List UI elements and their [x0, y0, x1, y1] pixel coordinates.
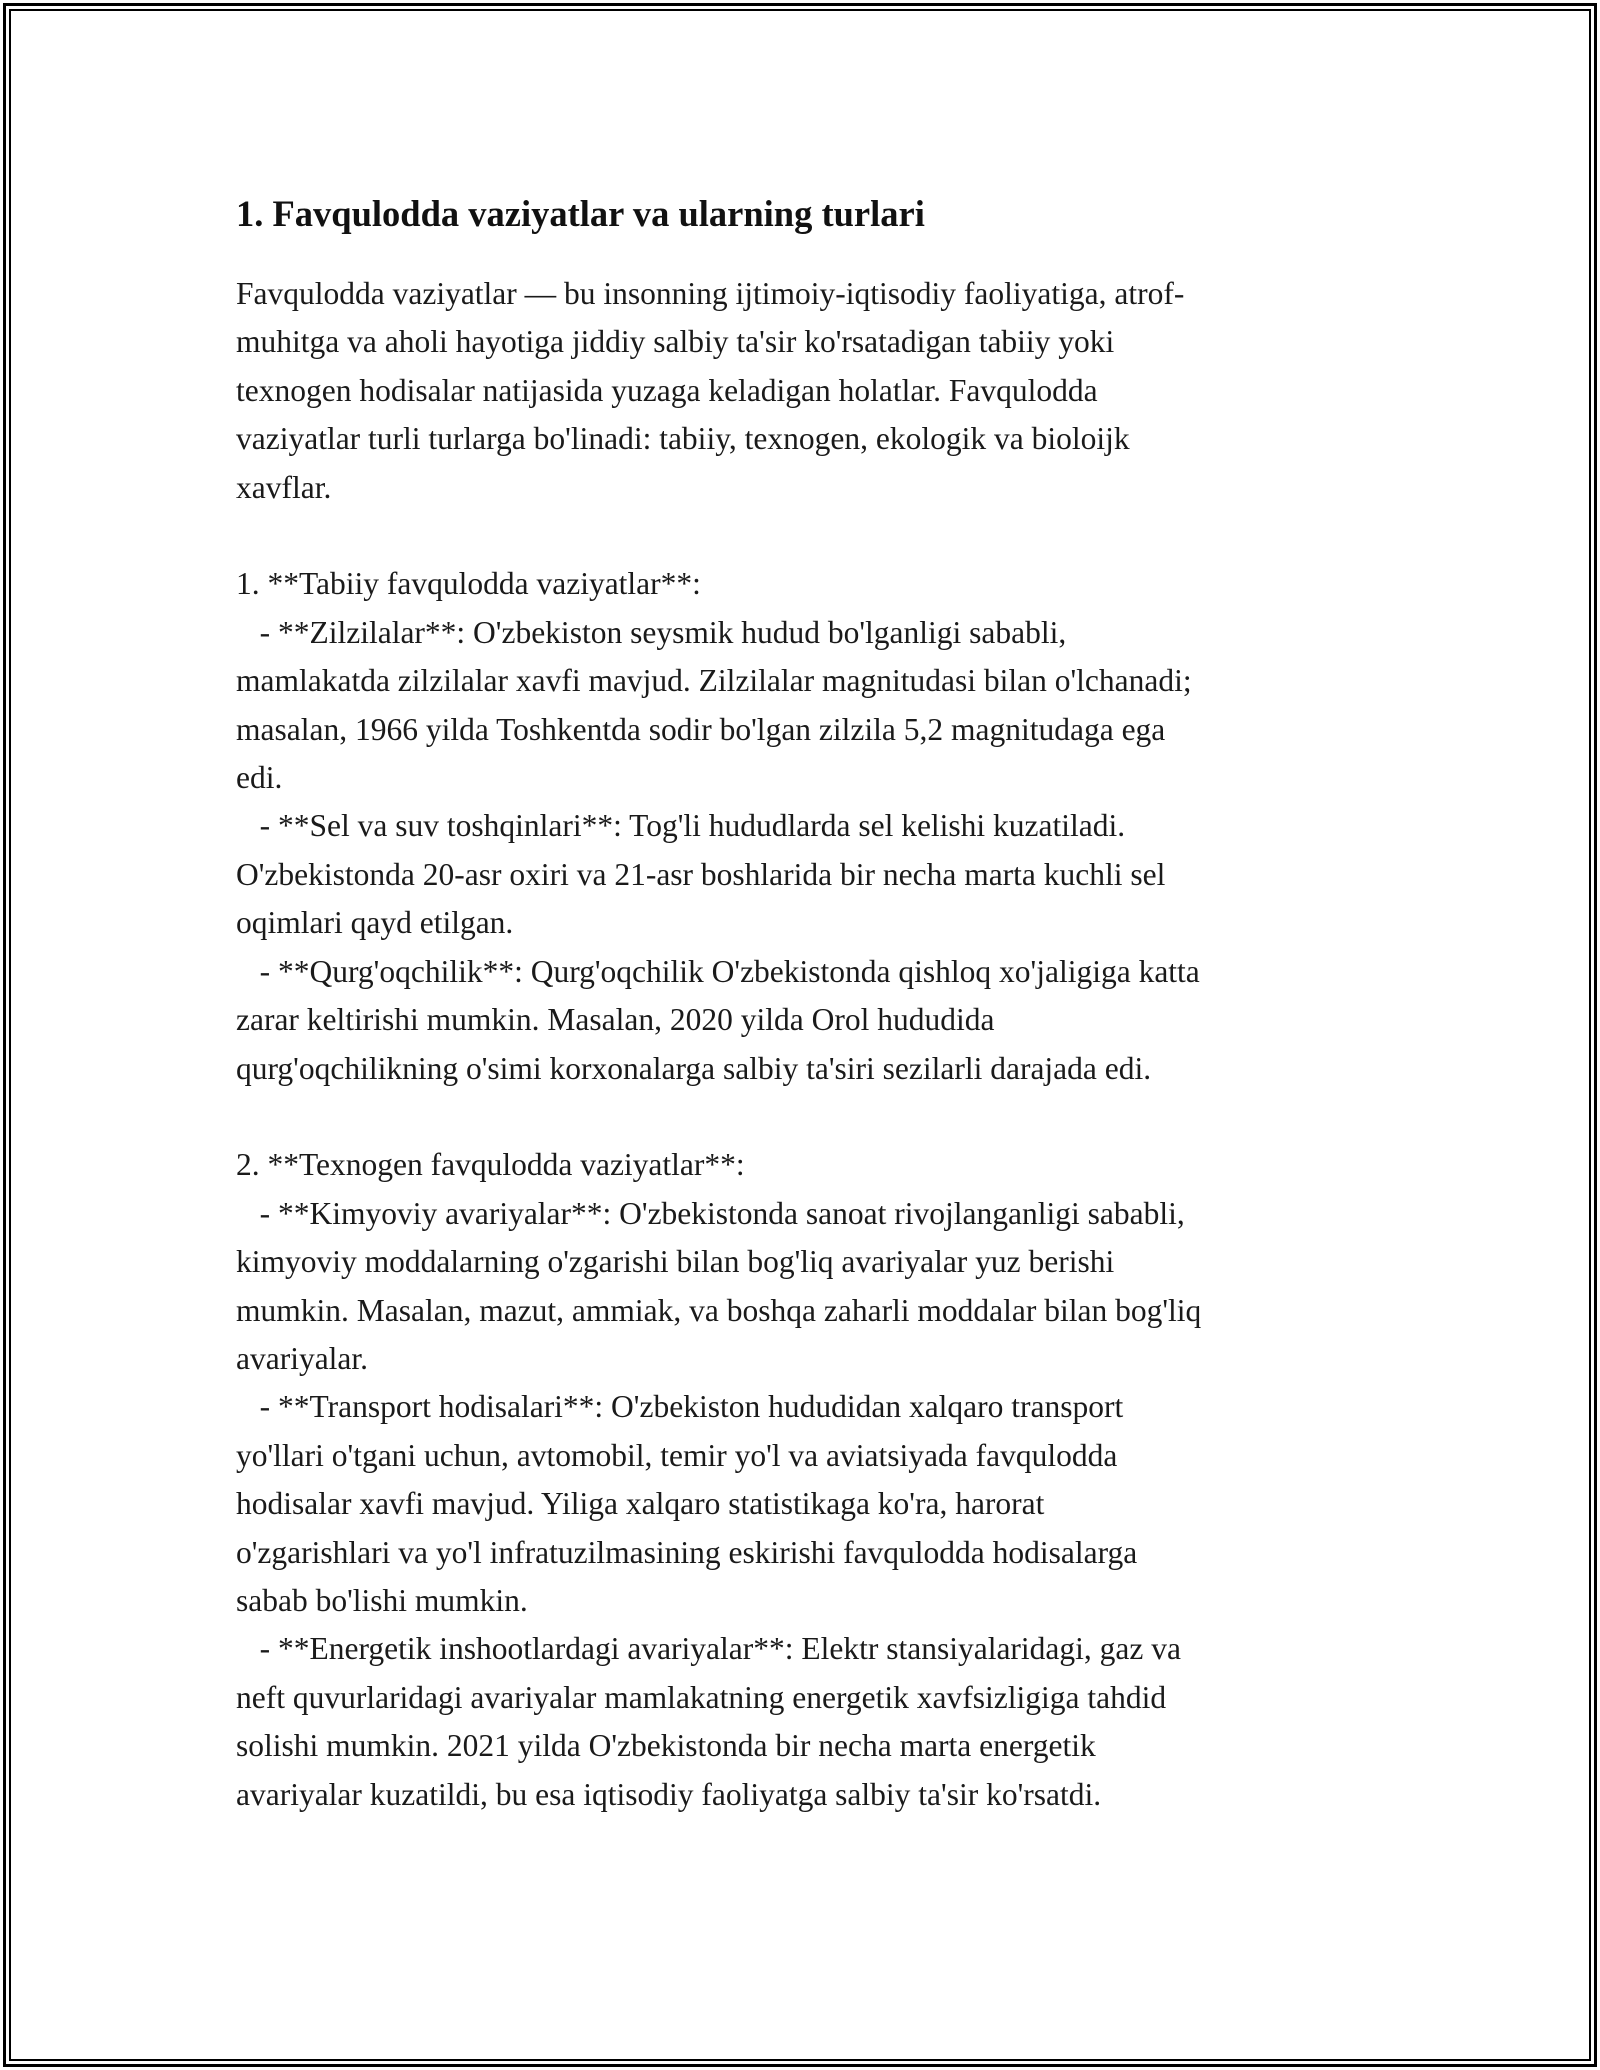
document-body: Favqulodda vaziyatlar — bu insonning ijtimoiy-iqtisodiy faoliyatiga, atrof- muhitga va aholi hayotiga jiddiy salbiy ta'sir ko'rsatadigan tabiiy yoki texnogen hodisalar natijasida yuzaga keladigan holatlar. Favqulodda vaziyatlar turli turlarga bo'linadi: tabiiy, texnogen, ekologik va bioloijk xavflar. 1. **Tabiiy favqulodda vaziyatlar**: - **Zilzilalar**: O'zbekiston seysmik hudud bo'lganligi sababli, mamlakatda zilzilalar xavfi mavjud. Zilzilalar magnitudasi bilan o'lchanadi; masalan, 1966 yilda Toshkentda sodir bo'lgan zilzila 5,2 magnitudaga ega edi. - **Sel va suv toshqinlari**: Tog'li hududlarda sel kelishi kuzatiladi. O'zbekistonda 20-asr oxiri va 21-asr boshlarida bir necha marta kuchli sel oqimlari qayd etilgan. - **Qurg'oqchilik**: Qurg'oqchilik O'zbekistonda qishloq xo'jaligiga katta zarar keltirishi mumkin. Masalan, 2020 yilda Orol hududida qurg'oqchilikning o'simi korxonalarga salbiy ta'siri sezilarli darajada edi. 2. **Texnogen favqulodda vaziyatlar**: - **Kimyoviy avariyalar**: O'zbekistonda sanoat rivojlanganligi sababli, kimyoviy moddalarning o'zgarishi bilan bog'liq avariyalar yuz berishi mumkin. Masalan, mazut, ammiak, va boshqa zaharli moddalar bilan bog'liq avariyalar. - **Transport hodisalari**: O'zbekiston hududidan xalqaro transport yo'llari o'tgani uchun, avtomobil, temir yo'l va aviatsiyada favqulodda hodisalar xavfi mavjud. Yiliga xalqaro statistikaga ko'ra, harorat o'zgarishlari va yo'l infratuzilmasining eskirishi favqulodda hodisalarga sabab bo'lishi mumkin. - **Energetik inshootlardagi avariyalar**: Elektr stansiyalaridagi, gaz va neft quvurlaridagi avariyalar mamlakatning energetik xavfsizligiga tahdid solishi mumkin. 2021 yilda O'zbekistonda bir necha marta energetik avariyalar kuzatildi, bu esa iqtisodiy faoliyatga salbiy ta'sir ko'rsatdi.: [236, 276, 1202, 1812]
document-content: [236, 190, 1366, 1819]
document-title: 1. Favqulodda vaziyatlar va ularning turlari: [236, 193, 925, 234]
